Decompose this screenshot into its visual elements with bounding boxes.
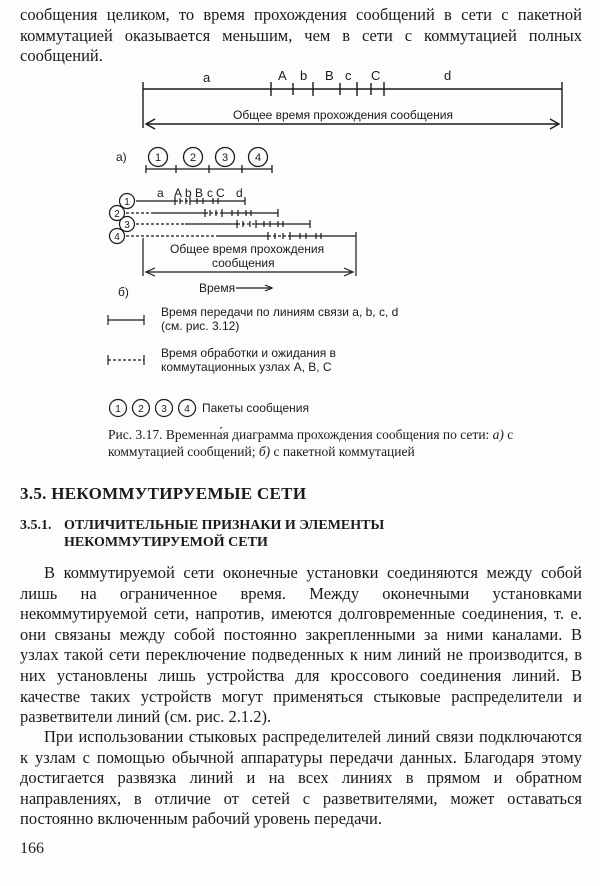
page-number: 166	[20, 840, 44, 857]
legend-packet-1: 1	[115, 404, 121, 415]
mid-seg-C: C	[216, 186, 225, 200]
subsection-line2: НЕКОММУТИРУЕМОЙ СЕТИ	[64, 535, 268, 550]
subsection-line1: ОТЛИЧИТЕЛЬНЫЕ ПРИЗНАКИ И ЭЛЕМЕНТЫ	[64, 518, 385, 533]
legend-packet-2: 2	[138, 404, 144, 415]
mid-total-label-1: Общее время прохождения	[170, 242, 325, 256]
label-b: б)	[118, 285, 129, 299]
packet-row-a	[146, 148, 272, 174]
top-seg-d: d	[444, 68, 452, 83]
paragraph-2: При использовании стыковых распределителей линий связи подключаются к узлам с помощью обычной аппаратуры передачи данных. Благодаря этому достигается развязка линий и на всех линиях в прямом и обратном направлениях, в отличие от сетей с разветвителями, может оставаться постоянно включенным рабочий уровень передачи.	[20, 727, 582, 829]
caption-b-marker: б)	[258, 443, 271, 459]
row-a-packet-1: 1	[154, 152, 162, 164]
row-b-packet-1: 1	[124, 197, 130, 208]
row-a-packet-3: 3	[221, 152, 229, 164]
mid-seg-b: b	[185, 186, 192, 200]
caption-prefix: Рис. 3.17. Временна́я диаграмма прохождения сообщения по сети:	[108, 427, 493, 442]
mid-seg-B: B	[195, 186, 204, 200]
intro-text: сообщения целиком, то время прохождения сообщений в сети с пакетной коммутацией оказывается меньшим, чем в сети с коммутацией полных сообщений.	[20, 5, 582, 66]
top-total-label: Общее время прохождения сообщения	[233, 108, 454, 122]
legend-dashed-2: коммутационных узлах A, B, C	[161, 360, 332, 374]
figure-caption	[108, 427, 522, 460]
subsection-heading	[20, 517, 384, 551]
row-b-packet-2: 2	[114, 209, 120, 220]
top-seg-b: b	[300, 68, 308, 83]
top-seg-A: A	[278, 68, 287, 83]
mid-seg-d: d	[236, 186, 243, 200]
caption-a-text: с коммутацией сообщений;	[108, 427, 514, 459]
mid-total-label-2: сообщения	[212, 256, 275, 270]
paragraph-1: В коммутируемой сети оконечные установки соединяются между собой лишь на ограниченное время. Между оконечными установками некоммутируемой сети, напротив, имеются долговременные соединения, т. е. они связаны между собой постоянно закрепленными за ними каналами. В узлах такой сети переключение подведенных к ним линий не производится, в них установлены лишь устройства для кроссового соединения линий. В качестве таких устройств могут применяться стыковые распределители и разветвители линий (см. рис. 2.1.2).	[20, 563, 582, 727]
top-seg-a: a	[203, 70, 211, 85]
top-seg-C: C	[371, 68, 381, 83]
subsection-number: 3.5.1.	[20, 518, 52, 533]
label-a: а)	[116, 150, 127, 164]
mid-seg-a: a	[157, 186, 164, 200]
legend-packets-label: Пакеты сообщения	[202, 401, 310, 415]
row-a-packet-2: 2	[189, 152, 197, 164]
legend-solid-1: Время передачи по линиям связи a, b, c, d	[161, 305, 399, 319]
legend-solid-2: (см. рис. 3.12)	[161, 319, 240, 333]
top-seg-c: c	[345, 68, 352, 83]
row-a-packet-4: 4	[254, 152, 262, 164]
legend-dashed-1: Время обработки и ожидания в	[161, 346, 336, 360]
legend-packet-3: 3	[161, 404, 167, 415]
row-b-packet-3: 3	[124, 220, 130, 231]
mid-seg-c: c	[207, 186, 213, 200]
time-label: Время	[199, 281, 236, 295]
caption-b-text: с пакетной коммутацией	[270, 443, 415, 459]
row-b-packet-4: 4	[114, 232, 120, 243]
section-title: 3.5. НЕКОММУТИРУЕМЫЕ СЕТИ	[20, 484, 307, 503]
caption-a-marker: а)	[492, 427, 504, 442]
mid-seg-A: A	[174, 186, 183, 200]
legend-packet-4: 4	[184, 404, 190, 415]
top-seg-B: B	[325, 68, 334, 83]
